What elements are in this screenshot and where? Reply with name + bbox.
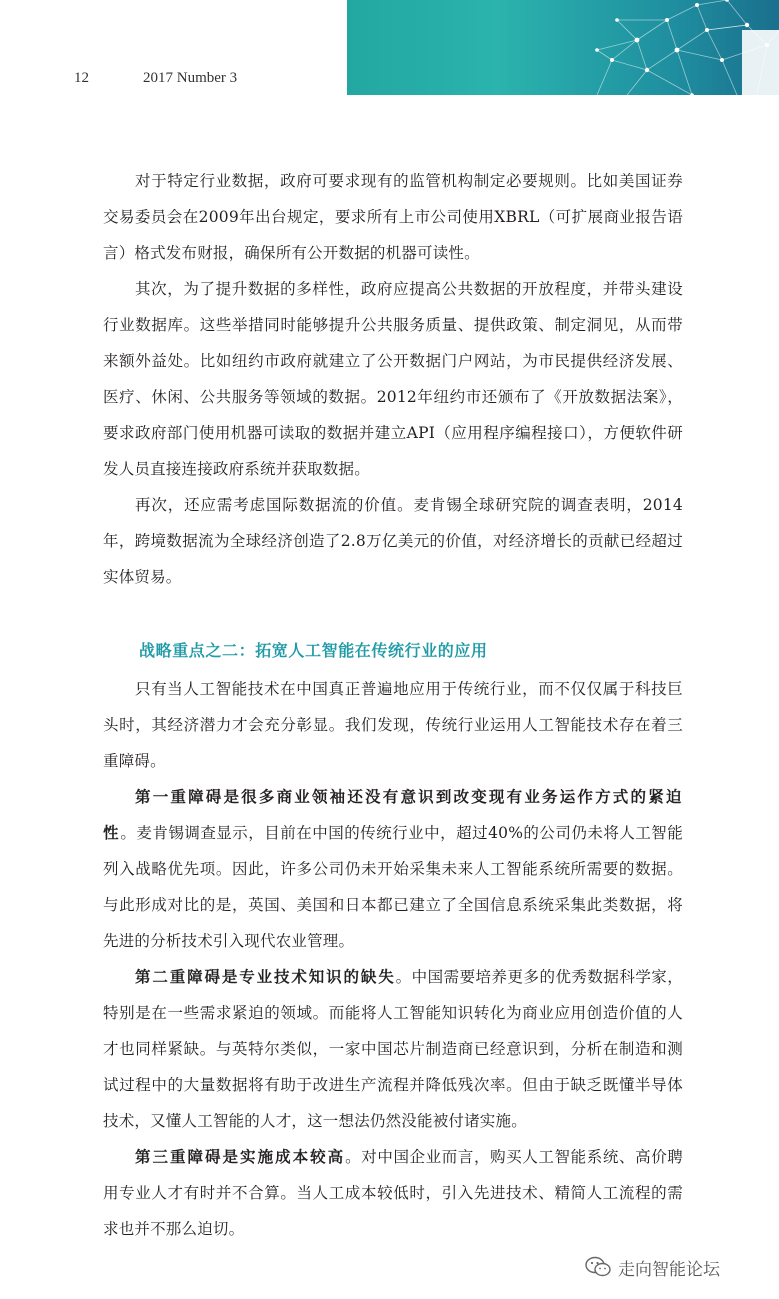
barrier-text: 。中国需要培养更多的优秀数据科学家，特别是在一些需求紧迫的领域。而能将人工智能知识转化为商业应用创造价值的人才也同样紧缺。与英特尔类似，一家中国芯片制造商已经意识到，分析在制造和测试过程中的大量数据将有助于改进生产流程并降低残次率。但由于缺乏既懂半导体技术，又懂人工智能的人才，这一想法仍然没能被付诸实施。 — [103, 968, 683, 1130]
watermark — [584, 1252, 720, 1282]
barrier-text: 。麦肯锡调查显示，目前在中国的传统行业中，超过40%的公司仍未将人工智能列入战略优先项。因此，许多公司仍未开始采集未来人工智能系统所需要的数据。与此形成对比的是，英国、美国和日本都已建立了全国信息系统采集此类数据，将先进的分析技术引入现代农业管理。 — [103, 824, 683, 950]
barrier-text: 。对中国企业而言，购买人工智能系统、高价聘用专业人才有时并不合算。当人工成本较低时，引入先进技术、精简人工流程的需求也并不那么迫切。 — [103, 1148, 684, 1238]
section-heading: 战略重点之二：拓宽人工智能在传统行业的应用 — [139, 641, 488, 660]
barrier-lead: 第二重障碍是专业技术知识的缺失 — [135, 968, 396, 986]
barrier-paragraph-1 — [103, 779, 683, 959]
article-body — [103, 163, 683, 1247]
watermark-label: 走向智能论坛 — [618, 1259, 720, 1280]
barrier-paragraph-2 — [103, 959, 683, 1139]
page-number: 12 — [74, 70, 89, 86]
paragraph: 再次，还应需考虑国际数据流的价值。麦肯锡全球研究院的调查表明，2014年，跨境数据流为全球经济创造了2.8万亿美元的价值，对经济增长的贡献已经超过实体贸易。 — [103, 496, 683, 586]
paragraph: 只有当人工智能技术在中国真正普遍地应用于传统行业，而不仅仅属于科技巨头时，其经济潜力才会充分彰显。我们发现，传统行业运用人工智能技术存在着三重障碍。 — [103, 680, 683, 770]
header-decorative-band — [347, 0, 779, 95]
issue-label: 2017 Number 3 — [143, 70, 238, 86]
barrier-lead: 第一重障碍是很多商业领袖还没有意识到改变现有业务运作方式的紧迫性 — [103, 788, 683, 842]
paragraph: 对于特定行业数据，政府可要求现有的监管机构制定必要规则。比如美国证券交易委员会在2009年出台规定，要求所有上市公司使用XBRL（可扩展商业报告语言）格式发布财报，确保所有公开数据的机器可读性。 — [103, 172, 683, 262]
wechat-icon — [584, 1255, 612, 1279]
barrier-paragraph-3 — [103, 1139, 683, 1247]
barrier-lead: 第三重障碍是实施成本较高 — [135, 1148, 346, 1166]
network-pattern-graphic — [347, 0, 779, 95]
paragraph: 其次，为了提升数据的多样性，政府应提高公共数据的开放程度，并带头建设行业数据库。这些举措同时能够提升公共服务质量、提供政策、制定洞见，从而带来额外益处。比如纽约市政府就建立了公开数据门户网站，为市民提供经济发展、医疗、休闲、公共服务等领域的数据。2012年纽约市还颁布了《开放数据法案》，要求政府部门使用机器可读取的数据并建立API（应用程序编程接口），方便软件研发人员直接连接政府系统并获取数据。 — [103, 280, 683, 478]
